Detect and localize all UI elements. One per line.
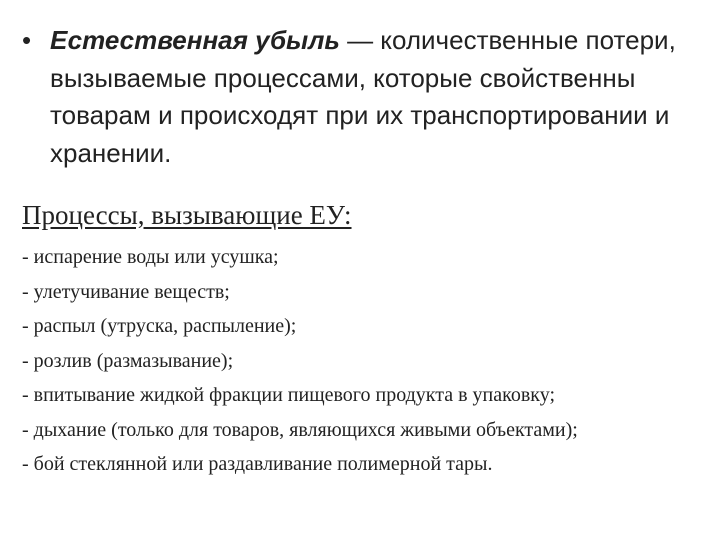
process-item-evaporation: - испарение воды или усушка; [22,246,279,268]
definition-body: — количественные потери, вызываемые процессами, которые свойственны товарам и происходят при их транспортировании и хранении. [50,25,676,168]
bullet-icon: • [22,25,32,55]
definition-text [50,22,702,172]
process-item-spilling: - розлив (размазывание); [22,349,234,372]
definition-bullet-paragraph [22,22,702,172]
processes-title: Процессы, вызывающие ЕУ: [22,200,352,230]
process-list [22,240,578,482]
definition-term: Естественная убыль [50,25,340,55]
process-item-spraying: - распыл (утруска, распыление); [22,315,297,337]
process-item-volatilization: - улетучивание веществ; [22,280,230,303]
process-item-absorption: - впитывание жидкой фракции пищевого продукта в упаковку; [22,384,555,406]
process-item-breakage: - бой стеклянной или раздавливание полимерной тары. [22,453,493,475]
process-item-respiration: - дыхание (только для товаров, являющихся живыми объектами); [22,418,578,441]
